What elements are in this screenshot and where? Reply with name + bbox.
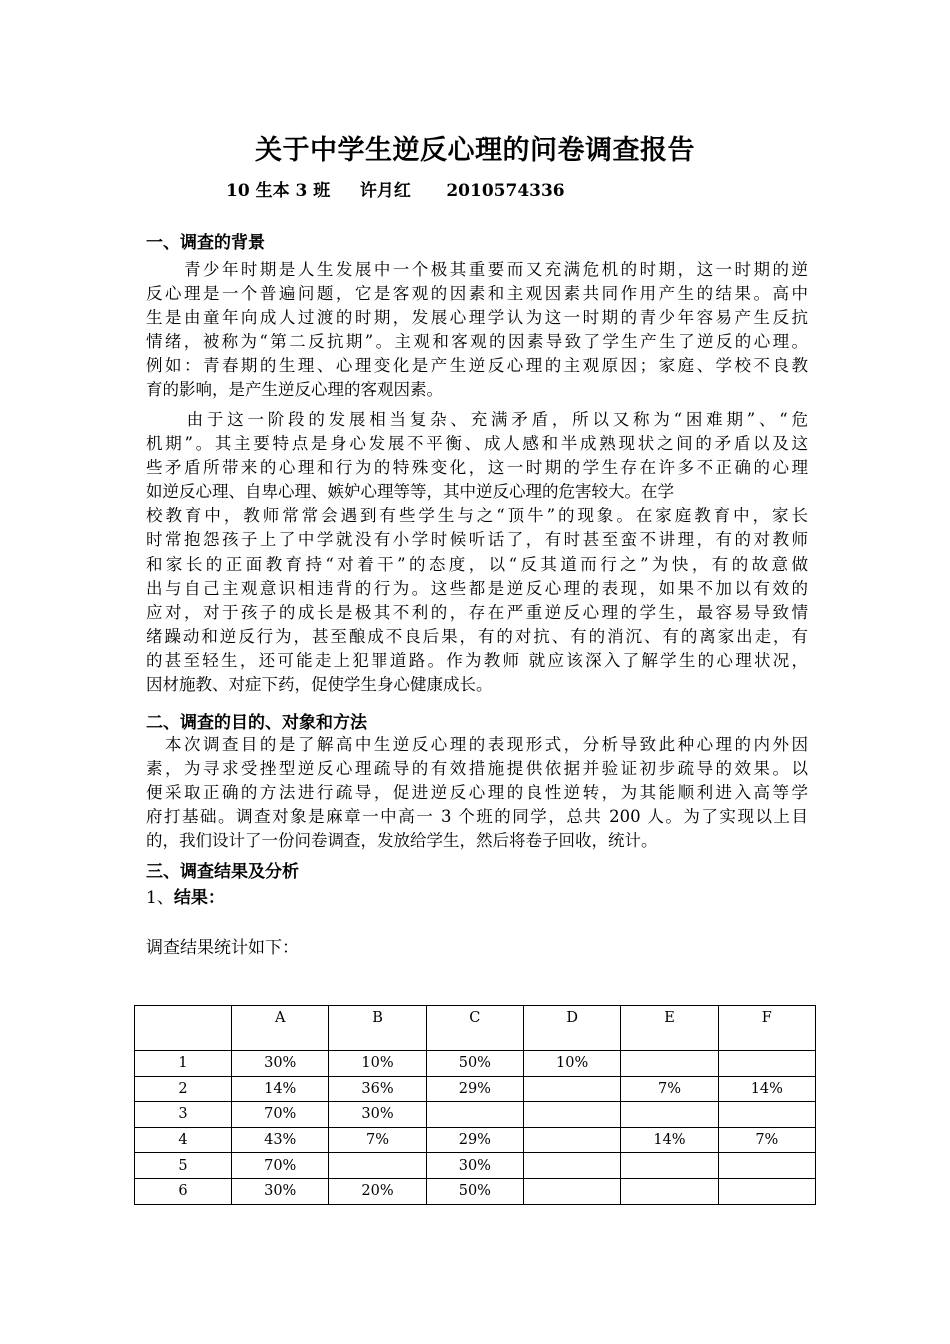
text-line: 应对，对于孩子的成长是极其不利的，存在严重逆反心理的学生，最容易导致情 xyxy=(146,602,808,622)
table-cell xyxy=(524,1153,621,1179)
author-byline: 10 生本 3 班 许月红 2010574336 xyxy=(226,181,565,201)
text-line: 反心理是一个普遍问题，它是客观的因素和主观因素共同作用产生的结果。高中 xyxy=(146,284,808,304)
table-cell xyxy=(524,1127,621,1153)
table-cell xyxy=(621,1102,718,1128)
row-number-cell: 3 xyxy=(135,1102,232,1128)
text-line: 绪躁动和逆反行为，甚至酿成不良后果，有的对抗、有的消沉、有的离家出走，有 xyxy=(146,626,808,646)
column-header: B xyxy=(329,1006,426,1051)
table-cell: 10% xyxy=(524,1051,621,1077)
table-row xyxy=(135,1102,816,1128)
table-row xyxy=(135,1127,816,1153)
table-header-row xyxy=(135,1006,816,1051)
table-cell xyxy=(621,1051,718,1077)
section-1-paragraph-2 xyxy=(146,408,808,697)
table-cell: 30% xyxy=(232,1178,329,1204)
table-cell: 10% xyxy=(329,1051,426,1077)
table-row xyxy=(135,1178,816,1204)
column-header: C xyxy=(426,1006,523,1051)
section-2-paragraph xyxy=(146,733,808,853)
row-number-cell: 5 xyxy=(135,1153,232,1179)
text-line: 育的影响，是产生逆反心理的客观因素。 xyxy=(146,380,443,400)
table-cell: 50% xyxy=(426,1178,523,1204)
column-header: E xyxy=(621,1006,718,1051)
table-cell: 14% xyxy=(718,1076,815,1102)
table-cell: 14% xyxy=(621,1127,718,1153)
section-1-heading: 一、调查的背景 xyxy=(146,233,265,253)
text-line: 机期”。其主要特点是身心发展不平衡、成人感和半成熟现状之间的矛盾以及这 xyxy=(146,434,808,454)
text-line: 的，我们设计了一份问卷调查，发放给学生，然后将卷子回收，统计。 xyxy=(146,831,658,851)
column-header: F xyxy=(718,1006,815,1051)
text-line: 生是由童年向成人过渡的时期，发展心理学认为这一时期的青少年容易产生反抗 xyxy=(146,308,808,328)
text-line: 府打基础。调查对象是麻章一中高一 3 个班的同学，总共 200 人。为了实现以上目 xyxy=(146,807,808,827)
table-cell: 70% xyxy=(232,1153,329,1179)
table-cell: 43% xyxy=(232,1127,329,1153)
table-cell: 30% xyxy=(426,1153,523,1179)
results-intro: 调查结果统计如下： xyxy=(146,938,299,958)
section-2-heading: 二、调查的目的、对象和方法 xyxy=(146,713,367,733)
text-line: 素，为寻求受挫型逆反心理疏导的有效措施提供依据并验证初步疏导的效果。以 xyxy=(146,759,808,779)
table-cell xyxy=(524,1178,621,1204)
text-line: 因材施教、对症下药，促使学生身心健康成长。 xyxy=(146,675,493,695)
column-header: D xyxy=(524,1006,621,1051)
table-cell xyxy=(426,1102,523,1128)
table-cell: 30% xyxy=(232,1051,329,1077)
table-cell: 20% xyxy=(329,1178,426,1204)
table-cell: 29% xyxy=(426,1076,523,1102)
table-row xyxy=(135,1153,816,1179)
table-cell: 29% xyxy=(426,1127,523,1153)
table-cell: 7% xyxy=(329,1127,426,1153)
table-cell xyxy=(718,1178,815,1204)
text-line: 由于这一阶段的发展相当复杂、充满矛盾，所以又称为“困难期”、“危 xyxy=(146,410,808,429)
table-cell xyxy=(621,1178,718,1204)
text-line: 如逆反心理、自卑心理、嫉妒心理等等，其中逆反心理的危害较大。在学 xyxy=(146,482,674,502)
document-title: 关于中学生逆反心理的问卷调查报告 xyxy=(255,135,695,166)
text-line: 便采取正确的方法进行疏导，促进逆反心理的良性逆转，为其能顺利进入高等学 xyxy=(146,783,808,803)
table-cell: 7% xyxy=(718,1127,815,1153)
table-cell xyxy=(718,1051,815,1077)
text-line: 出与自己主观意识相违背的行为。这些都是逆反心理的表现，如果不加以有效的 xyxy=(146,578,808,598)
table-cell: 36% xyxy=(329,1076,426,1102)
text-line: 情绪，被称为“第二反抗期”。主观和客观的因素导致了学生产生了逆反的心理。 xyxy=(146,332,808,352)
table-row xyxy=(135,1076,816,1102)
column-header: A xyxy=(232,1006,329,1051)
row-number-cell: 4 xyxy=(135,1127,232,1153)
column-header xyxy=(135,1006,232,1051)
text-line: 青少年时期是人生发展中一个极其重要而又充满危机的时期，这一时期的逆 xyxy=(146,260,808,279)
section-3-heading: 三、调查结果及分析 xyxy=(146,862,299,882)
results-subheading-prefix: 1、 xyxy=(146,888,174,908)
table-cell xyxy=(524,1102,621,1128)
table-cell: 14% xyxy=(232,1076,329,1102)
results-table-body xyxy=(135,1006,816,1205)
text-line: 时常抱怨孩子上了中学就没有小学时候听话了，有时甚至蛮不讲理，有的对教师 xyxy=(146,530,808,550)
table-cell: 70% xyxy=(232,1102,329,1128)
table-cell: 50% xyxy=(426,1051,523,1077)
section-1-paragraph-1 xyxy=(146,258,808,403)
table-cell xyxy=(621,1153,718,1179)
text-line: 的甚至轻生，还可能走上犯罪道路。作为教师 就应该深入了解学生的心理状况， xyxy=(146,650,808,670)
text-line: 些矛盾所带来的心理和行为的特殊变化，这一时期的学生存在许多不正确的心理 xyxy=(146,458,808,478)
table-cell xyxy=(524,1076,621,1102)
table-cell xyxy=(329,1153,426,1179)
row-number-cell: 2 xyxy=(135,1076,232,1102)
row-number-cell: 1 xyxy=(135,1051,232,1077)
results-table xyxy=(134,1005,816,1205)
text-line: 例如：青春期的生理、心理变化是产生逆反心理的主观原因；家庭、学校不良教 xyxy=(146,356,808,376)
text-line: 校教育中，教师常常会遇到有些学生与之“顶牛”的现象。在家庭教育中，家长 xyxy=(146,506,808,526)
table-row xyxy=(135,1051,816,1077)
table-cell: 7% xyxy=(621,1076,718,1102)
table-cell xyxy=(718,1102,815,1128)
table-cell xyxy=(718,1153,815,1179)
table-cell: 30% xyxy=(329,1102,426,1128)
results-subheading xyxy=(146,883,225,908)
row-number-cell: 6 xyxy=(135,1178,232,1204)
results-subheading-label: 结果： xyxy=(173,888,225,908)
text-line: 和家长的正面教育持“对着干”的态度，以“反其道而行之”为快，有的故意做 xyxy=(146,554,808,574)
text-line: 本次调查目的是了解高中生逆反心理的表现形式，分析导致此种心理的内外因 xyxy=(146,735,808,754)
